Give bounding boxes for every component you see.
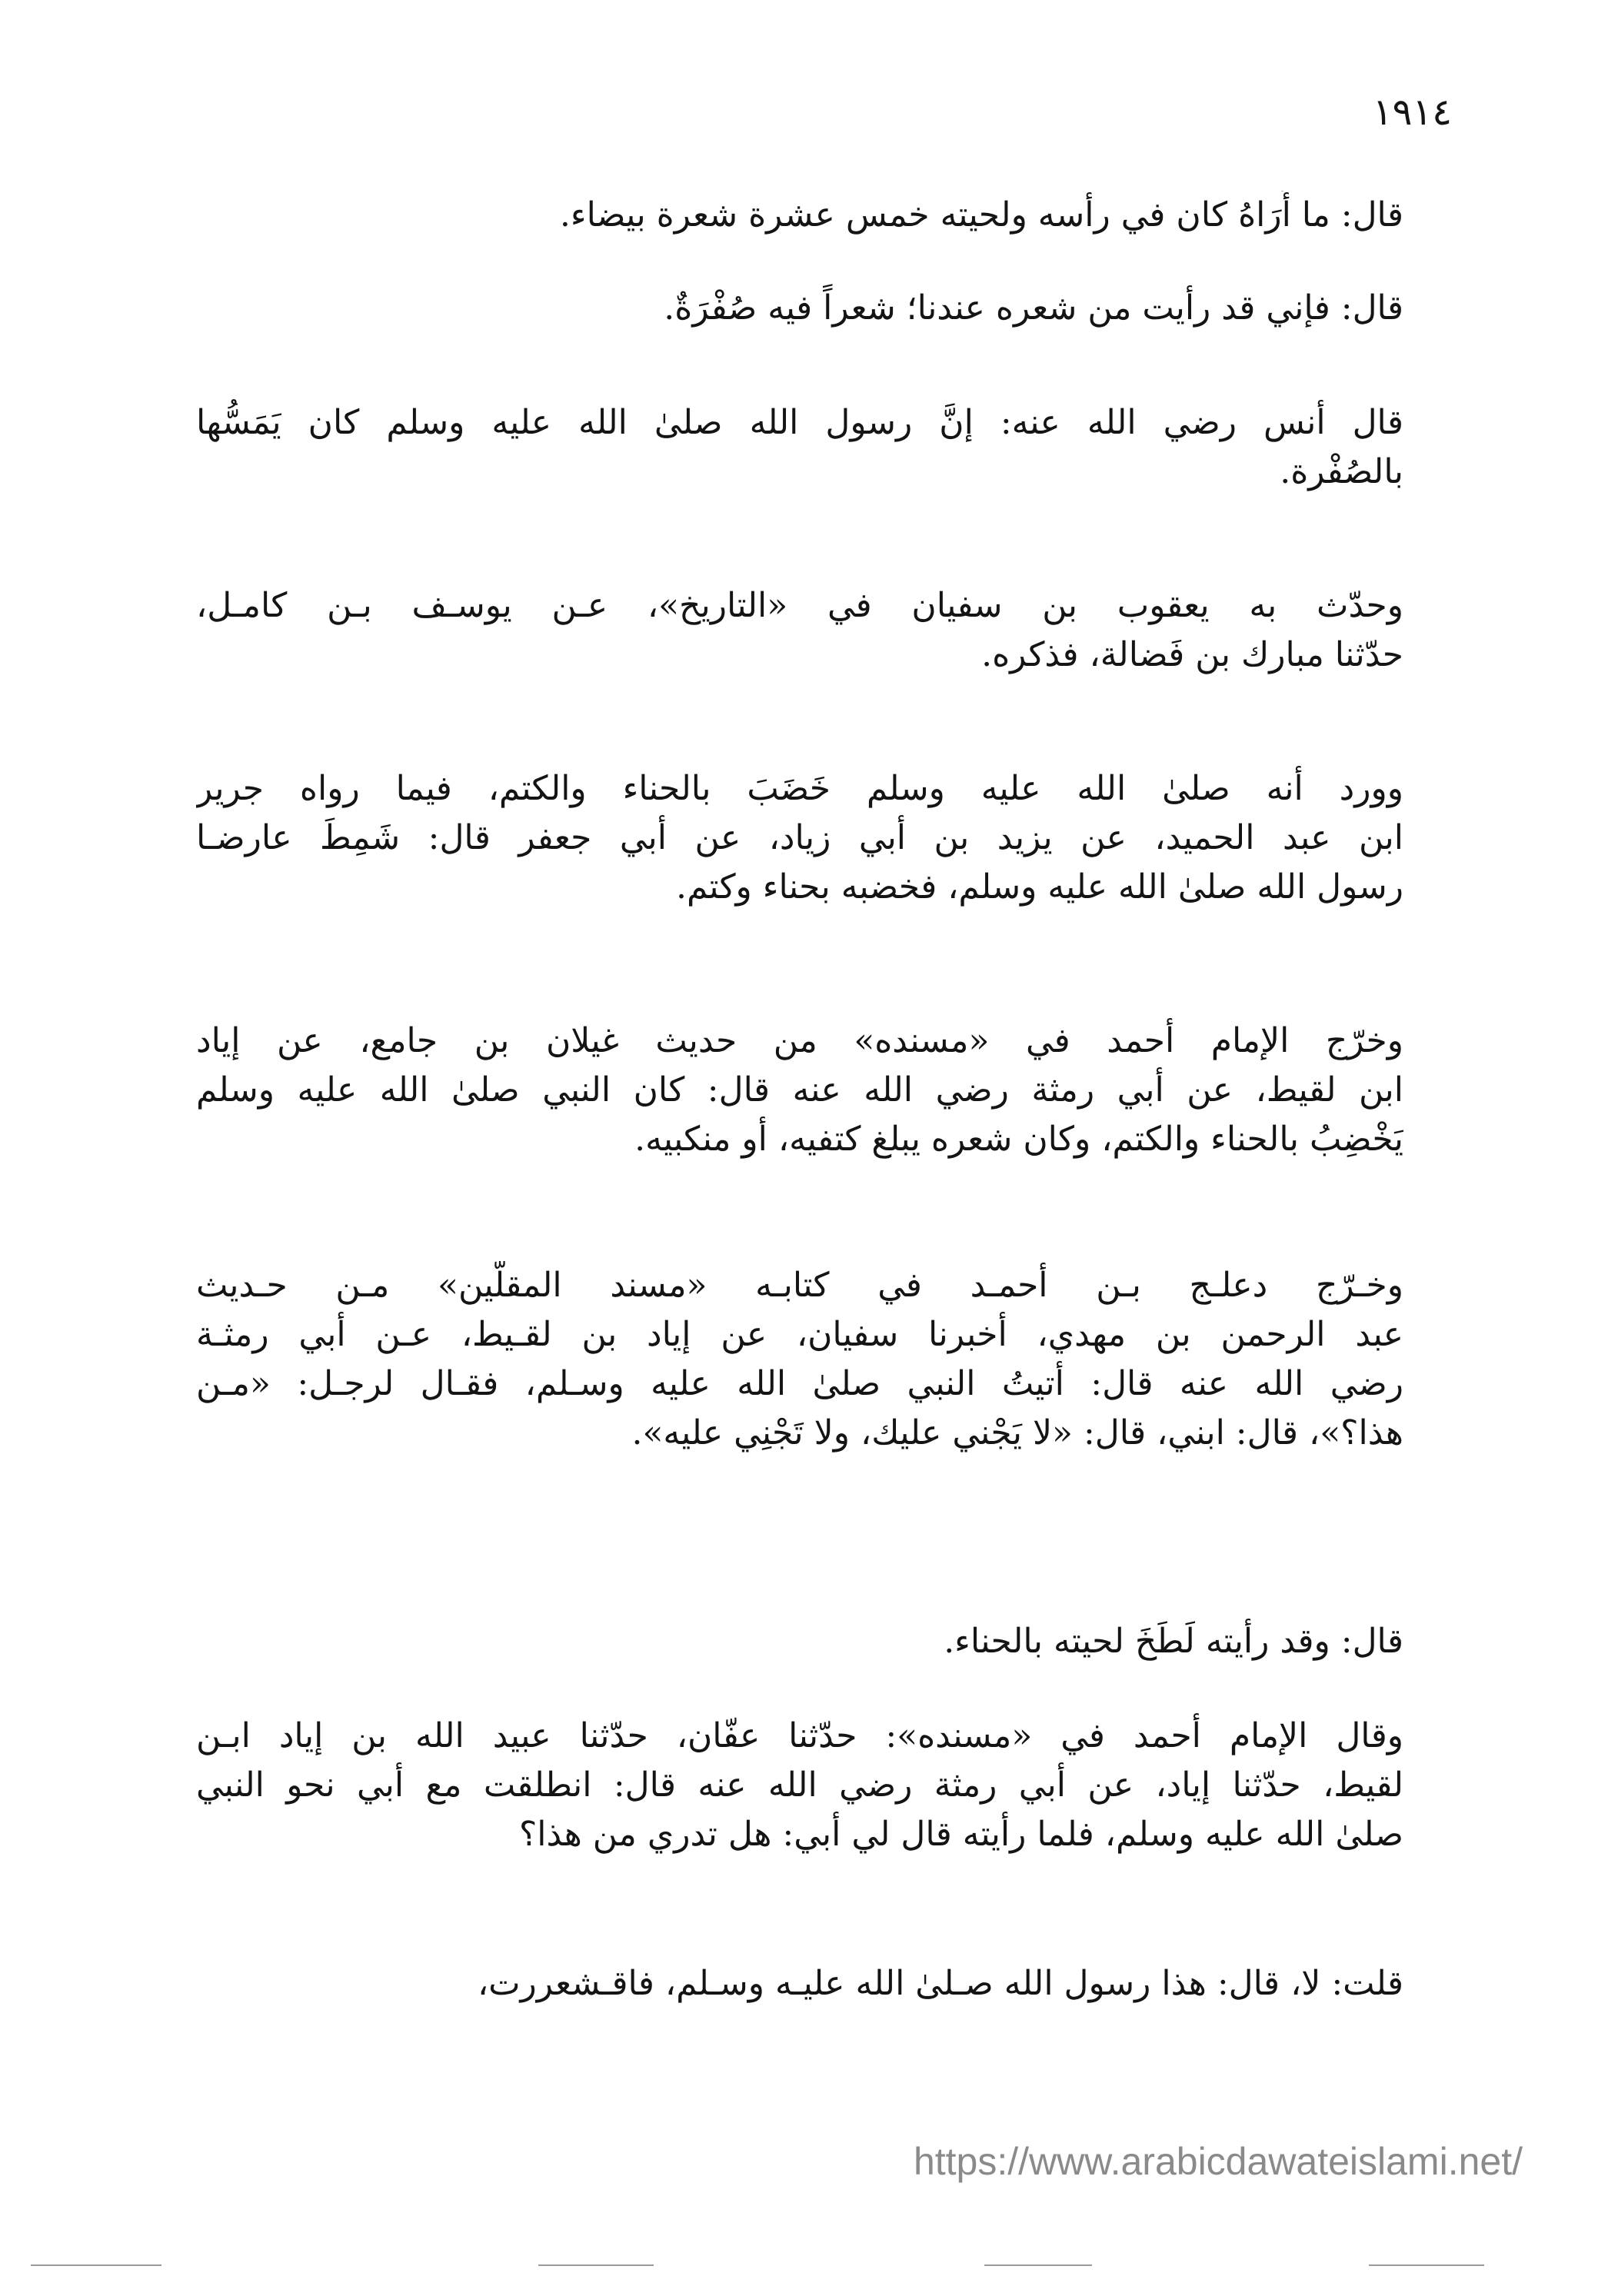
text-line: ابن عبد الحميد، عن يزيد بن أبي زياد، عن أبي جعفر قال: شَمِطَ عارضـا: [196, 818, 1403, 857]
paragraph-6: [196, 1017, 1403, 1164]
paragraph-3: [196, 398, 1403, 497]
text-line: قال: ما أُرَاهُ كان في رأسه ولحيته خمس عشرة شعرة بيضاء.: [559, 195, 1403, 235]
scan-edge-line: [31, 2264, 161, 2266]
watermark-url: https://www.arabicdawateislami.net/: [913, 2140, 1523, 2183]
paragraph-4: [196, 581, 1403, 680]
text-line: عبد الرحمن بن مهدي، أخبرنا سفيان، عن إياد بن لقـيط، عـن أبي رمثـة: [196, 1315, 1403, 1354]
text-line: قلت: لا، قال: هذا رسول الله صـلىٰ الله عليـه وسـلم، فاقـشعررت،: [477, 1964, 1403, 2003]
scan-edge-line: [538, 2264, 654, 2266]
text-line: وورد أنه صلىٰ الله عليه وسلم خَضَبَ بالحناء والكتم، فيما رواه جرير: [196, 769, 1403, 808]
text-line: يَخْضِبُ بالحناء والكتم، وكان شعره يبلغ كتفيه، أو منكبيه.: [634, 1120, 1403, 1159]
paragraph-7: [196, 1261, 1403, 1458]
text-line: ابن لقيط، عن أبي رمثة رضي الله عنه قال: كان النبي صلىٰ الله عليه وسلم: [196, 1070, 1403, 1110]
text-line: قال: وقد رأيته لَطَخَ لحيته بالحناء.: [944, 1622, 1403, 1661]
paragraph-1: [196, 191, 1403, 240]
text-line: لقيط، حدّثنا إياد، عن أبي رمثة رضي الله عنه قال: انطلقت مع أبي نحو النبي: [196, 1765, 1403, 1805]
text-line: حدّثنا مبارك بن فَضالة، فذكره.: [981, 635, 1403, 674]
text-line: قال أنس رضي الله عنه: إنَّ رسول الله صلىٰ الله عليه وسلم كان يَمَسُّها: [196, 403, 1403, 442]
text-line: هذا؟»، قال: ابني، قال: «لا يَجْني عليك، ولا تَجْنِي عليه».: [631, 1413, 1403, 1452]
paragraph-5: [196, 764, 1403, 912]
scan-edge-line: [1369, 2264, 1484, 2266]
text-line: وقال الإمام أحمد في «مسنده»: حدّثنا عفّان، حدّثنا عبيد الله بن إياد ابـن: [196, 1716, 1403, 1755]
scan-edge-line: [984, 2264, 1092, 2266]
paragraph-10: [196, 1959, 1403, 2008]
paragraph-2: [196, 284, 1403, 333]
paragraph-9: [196, 1712, 1403, 1859]
text-line: وحدّث به يعقوب بن سفيان في «التاريخ»، عـن يوسـف بـن كامـل،: [196, 586, 1403, 625]
text-line: قال: فإني قد رأيت من شعره عندنا؛ شعراً فيه صُفْرَةٌ.: [664, 288, 1403, 328]
text-line: وخرّج الإمام أحمد في «مسنده» من حديث غيلان بن جامع، عن إياد: [196, 1021, 1403, 1060]
text-line: رسول الله صلىٰ الله عليه وسلم، فخضبه بحناء وكتم.: [676, 867, 1403, 907]
text-line: رضي الله عنه قال: أتيتُ النبي صلىٰ الله عليه وسـلم، فقـال لرجـل: «مـن: [196, 1364, 1403, 1403]
page-number: ١٩١٤: [1372, 91, 1452, 134]
paragraph-8: [196, 1617, 1403, 1666]
text-line: وخـرّج دعلـج بـن أحمـد في كتابـه «مسند المقلّين» مـن حـديث: [196, 1266, 1403, 1305]
text-line: بالصُفْرة.: [1280, 452, 1403, 491]
text-line: صلىٰ الله عليه وسلم، فلما رأيته قال لي أبي: هل تدري من هذا؟: [518, 1815, 1403, 1854]
